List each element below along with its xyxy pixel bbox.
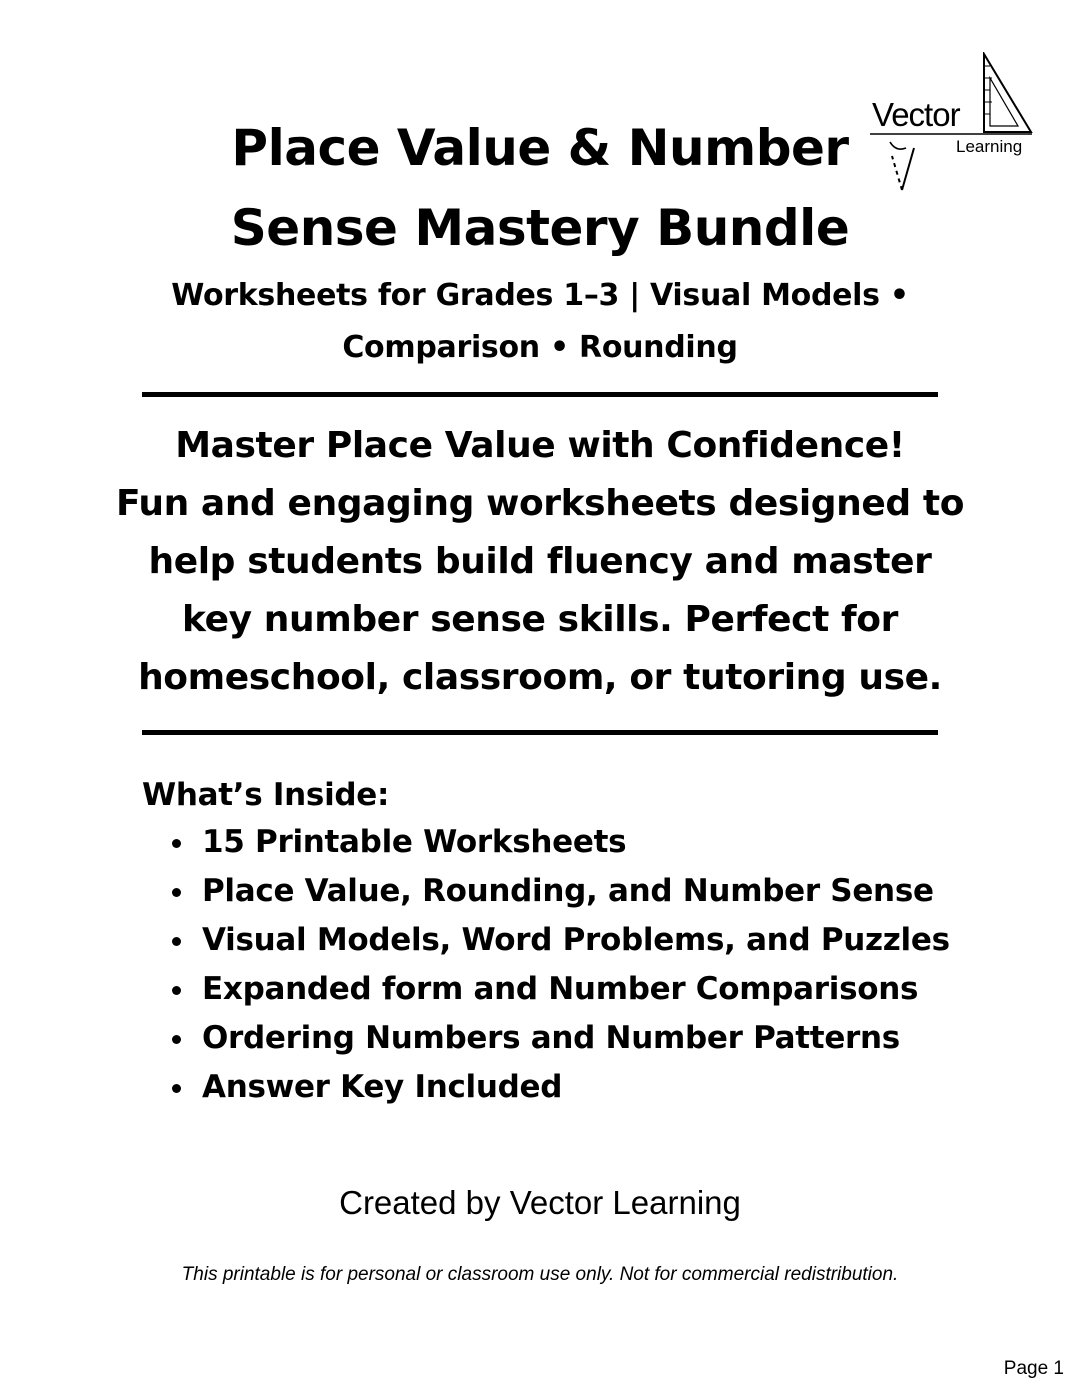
bullet-icon — [172, 839, 181, 848]
logo-wordmark: Vector — [872, 96, 960, 133]
page-subtitle — [0, 270, 1080, 374]
usage-notice: This printable is for personal or classroom use only. Not for commercial redistribution. — [181, 1264, 899, 1285]
bullet-icon — [172, 986, 181, 995]
credit-line: Created by Vector Learning — [339, 1184, 741, 1221]
list-item-label: Ordering Numbers and Number Patterns — [202, 1020, 900, 1056]
title-line-2: Sense Mastery Bundle — [230, 199, 850, 257]
list-item — [142, 1014, 950, 1063]
list-item — [142, 1063, 950, 1112]
subtitle-line-1: Worksheets for Grades 1–3 | Visual Models • — [171, 278, 909, 313]
list-item — [142, 818, 950, 867]
list-item-label: 15 Printable Worksheets — [202, 824, 627, 860]
list-item-label: Answer Key Included — [202, 1069, 563, 1105]
logo-subtitle: Learning — [956, 137, 1023, 156]
whats-inside-heading: What’s Inside: — [142, 777, 390, 813]
title-line-1: Place Value & Number — [231, 119, 849, 177]
bullet-icon — [172, 888, 181, 897]
intro-line: help students build fluency and master — [148, 541, 932, 582]
bullet-icon — [172, 1084, 181, 1093]
bullet-icon — [172, 937, 181, 946]
whats-inside-list — [142, 818, 950, 1112]
divider-bottom — [142, 730, 938, 735]
intro-line: Master Place Value with Confidence! — [175, 425, 905, 466]
list-item — [142, 867, 950, 916]
intro-paragraph — [0, 417, 1080, 707]
subtitle-line-2: Comparison • Rounding — [342, 330, 738, 365]
intro-line: key number sense skills. Perfect for — [182, 599, 898, 640]
list-item-label: Expanded form and Number Comparisons — [202, 971, 919, 1007]
divider-top — [142, 392, 938, 397]
list-item-label: Visual Models, Word Problems, and Puzzles — [202, 922, 950, 958]
page-number: Page 1 — [1003, 1358, 1064, 1379]
intro-line: Fun and engaging worksheets designed to — [115, 483, 965, 524]
list-item — [142, 965, 950, 1014]
page-title — [0, 108, 1080, 268]
list-item — [142, 916, 950, 965]
bullet-icon — [172, 1035, 181, 1044]
list-item-label: Place Value, Rounding, and Number Sense — [202, 873, 934, 909]
intro-line: homeschool, classroom, or tutoring use. — [138, 657, 942, 698]
